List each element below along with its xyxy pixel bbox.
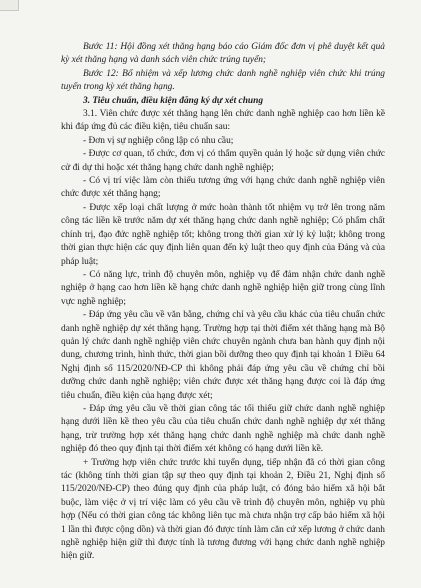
condition-quality-rating: - Được xếp loại chất lượng ở mức hoàn thành tốt nhiệm vụ trở lên trong năm công tác liền kề trước năm dự xét thăng hạng chức danh nghề nghiệp; Có phẩm chất chính trị, đạo đức nghề nghiệp tốt; không trong thời gian xử lý kỷ luật; không trong thời gian thực hiện các quy định liên quan đến kỷ luật theo quy định của Đảng và của pháp luật; [61,202,385,267]
page-corner-fold [0,0,19,11]
clause-3-1-paragraph: 3.1. Viên chức được xét thăng hạng lên chức danh nghề nghiệp cao hơn liền kề khi đáp ứng đủ các điều kiện, tiêu chuẩn sau: [61,109,385,133]
service-time-equivalence-note: + Trường hợp viên chức trước khi tuyển dụng, tiếp nhận đã có thời gian công tác (không tính thời gian tập sự theo quy định tại khoản 2, Điều 21, Nghị định số 115/2020/NĐ-CP) theo đúng quy định của pháp luật, có đóng bảo hiểm xã hội bắt buộc, làm việc ở vị trí việc làm có yêu cầu về trình độ chuyên môn, nghiệp vụ phù hợp (Nếu có thời gian công tác không liên tục mà chưa nhận trợ cấp bảo hiểm xã hội 1 lần thì được cộng dồn) và thời gian đó được tính làm căn cứ xếp lương ở chức danh nghề nghiệp hiện giữ thì được tính là tương đương với hạng chức danh nghề nghiệp hiện giữ. [61,457,385,562]
condition-service-time: - Đáp ứng yêu cầu về thời gian công tác tối thiểu giữ chức danh nghề nghiệp hạng dưới liền kề theo yêu cầu của tiêu chuẩn chức danh nghề nghiệp dự xét thăng hạng, trừ trường hợp xét thăng hạng chức danh nghề nghiệp mà chức danh nghề nghiệp đó theo quy định tại thời điểm xét không có hạng dưới liền kề. [61,403,385,455]
condition-demand: - Đơn vị sự nghiệp công lập có nhu cầu; [83,135,234,146]
condition-vacancy: - Có vị trí việc làm còn thiếu tương ứng với hạng chức danh nghề nghiệp viên chức được xét thăng hạng; [61,176,385,200]
condition-certificates: - Đáp ứng yêu cầu về văn bằng, chứng chỉ và yêu cầu khác của tiêu chuẩn chức danh nghề nghiệp dự xét thăng hạng. Trường hợp tại thời điểm xét thăng hạng mà Bộ quản lý chức danh nghề nghiệp viên chức chuyên ngành chưa ban hành quy định nội dung, chương trình, hình thức, thời gian bồi dưỡng theo quy định tại khoản 1 Điều 64 Nghị định số 115/2020/NĐ-CP thì không phải đáp ứng yêu cầu về chứng chỉ bồi dưỡng chức danh nghề nghiệp; viên chức được xét thăng hạng được coi là đáp ứng tiêu chuẩn, điều kiện của hạng được xét; [61,310,385,401]
condition-competence: - Có năng lực, trình độ chuyên môn, nghiệp vụ để đảm nhận chức danh nghề nghiệp ở hạng cao hơn liền kề hạng chức danh nghề nghiệp hiện giữ trong cùng lĩnh vực nghề nghiệp; [61,269,385,307]
condition-nominated: - Được cơ quan, tổ chức, đơn vị có thẩm quyền quản lý hoặc sử dụng viên chức cử đi dự thi hoặc xét thăng hạng chức danh nghề nghiệp; [61,149,385,173]
step-12-paragraph: Bước 12: Bổ nhiệm và xếp lương chức danh nghề nghiệp viên chức khi trúng tuyển trong kỳ xét thăng hạng. [61,68,385,93]
section-3-heading: 3. Tiêu chuẩn, điều kiện đăng ký dự xét chung [83,95,264,106]
step-11-paragraph: Bước 11: Hội đồng xét thăng hạng báo cáo Giám đốc đơn vị phê duyệt kết quả kỳ xét thăng hạng và danh sách viên chức trúng tuyển; [61,42,385,66]
